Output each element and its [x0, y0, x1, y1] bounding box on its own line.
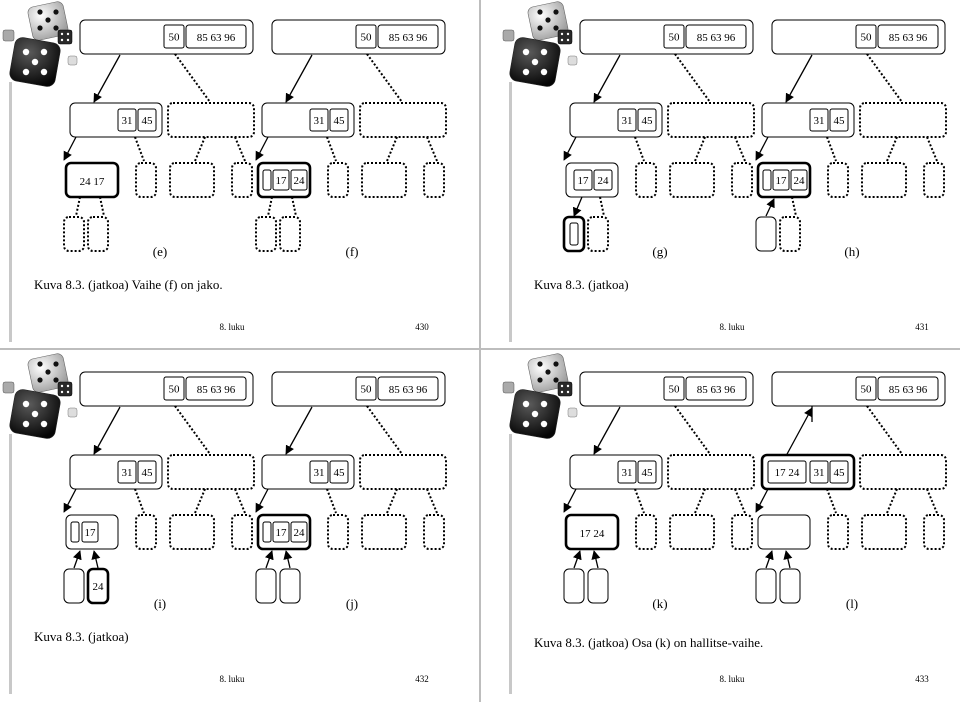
- level3-side-node: [136, 515, 156, 549]
- level3-slot-b-value: 24: [293, 527, 305, 539]
- figure-caption: Kuva 8.3. (jatkoa) Vaihe (f) on jako.: [34, 277, 223, 292]
- edge-l2-down: [94, 55, 120, 102]
- level2-slot-c-value: 45: [833, 467, 845, 479]
- edge-l2-down: [286, 55, 312, 102]
- margin-bar: [9, 82, 12, 342]
- level4-right: [780, 217, 800, 251]
- root-slot-rest-value: 85 63 96: [196, 32, 236, 44]
- level3-side-node: [136, 163, 156, 197]
- level4-right: [588, 217, 608, 251]
- level2-slot-b-value: 45: [333, 467, 345, 479]
- edge-l2-down: [94, 407, 120, 454]
- level3-right-node: [862, 515, 906, 549]
- edge-root-right: [175, 54, 210, 102]
- edge-l3-left: [564, 137, 576, 160]
- die-pip: [23, 401, 29, 407]
- level3-right-side: [924, 163, 944, 197]
- die-pip: [537, 377, 542, 382]
- level3-right-node: [362, 163, 406, 197]
- edge-r3-right: [427, 137, 437, 161]
- level3-side-node: [328, 515, 348, 549]
- die-pip: [45, 17, 50, 22]
- die-pip: [567, 385, 569, 387]
- level3-slot-empty: [263, 170, 271, 190]
- die-pip: [532, 411, 538, 417]
- tiny-die: [503, 382, 514, 393]
- diagram-label-left: (i): [153, 596, 167, 611]
- level3-slot-a-value: 17: [775, 175, 787, 187]
- edge-l3-right: [635, 489, 644, 513]
- level2-right-node: [168, 103, 254, 137]
- edge-l3-left: [64, 137, 76, 160]
- die-pip: [67, 385, 69, 387]
- die-pip: [41, 401, 47, 407]
- root-slot-rest-value: 85 63 96: [888, 384, 928, 396]
- edge-root-right: [867, 406, 902, 454]
- die-pip: [67, 39, 69, 41]
- slide-431: [503, 1, 946, 342]
- edge-l3-right: [327, 137, 336, 161]
- level2-slot-a-value: 31: [121, 115, 133, 127]
- edge-l3-left: [256, 137, 268, 160]
- level2-slot-b-value: 31: [813, 467, 825, 479]
- tiny-die: [3, 30, 14, 41]
- edge-l3-right: [635, 137, 644, 161]
- die-pip: [553, 9, 558, 14]
- diagram-label-right: (f): [345, 244, 359, 259]
- die-pip: [541, 401, 547, 407]
- level3-side-node: [828, 163, 848, 197]
- level3-slot-a-value: 17: [275, 527, 287, 539]
- level3-right-side: [424, 515, 444, 549]
- edge-l4-left: [268, 197, 272, 216]
- edge-root-right: [175, 406, 210, 454]
- footer-chapter: 8. luku: [219, 674, 245, 684]
- edge-l4-right: [594, 551, 598, 568]
- die-pip: [537, 361, 542, 366]
- slide-430: [3, 1, 446, 342]
- die-pip: [545, 369, 550, 374]
- level3-slot-b-value: 24: [293, 175, 305, 187]
- tree-diagram-right: [756, 20, 946, 251]
- edge-l2-down: [594, 407, 620, 454]
- edge-l3-right: [135, 137, 144, 161]
- level4-left: [64, 569, 84, 603]
- level3-right-node: [862, 163, 906, 197]
- die-pip: [553, 377, 558, 382]
- die-pip: [45, 369, 50, 374]
- edge-l4-left: [766, 551, 772, 568]
- edge-r3-right: [927, 137, 937, 161]
- level3-side-node: [636, 515, 656, 549]
- footer-page-number: 432: [415, 674, 429, 684]
- diagram-label-left: (e): [152, 244, 168, 259]
- level4-left: [756, 569, 776, 603]
- level2-slot-a-value: 31: [121, 467, 133, 479]
- figure-caption: Kuva 8.3. (jatkoa) Osa (k) on hallitse-vaihe.: [534, 635, 764, 650]
- level4-right: [280, 217, 300, 251]
- die-pip: [53, 377, 58, 382]
- diagram-label-right: (j): [345, 596, 359, 611]
- level3-node: [758, 515, 810, 549]
- small-die: [558, 30, 572, 44]
- die-pip: [523, 421, 529, 427]
- edge-r3-left: [195, 137, 205, 161]
- die-pip: [537, 25, 542, 30]
- level4-left: [256, 217, 276, 251]
- level3-slot-a-value: 17: [577, 175, 589, 187]
- level3-right-node: [170, 163, 214, 197]
- die-pip: [541, 49, 547, 55]
- die-pip: [37, 377, 42, 382]
- die-pip: [53, 9, 58, 14]
- level3-side-node: [828, 515, 848, 549]
- tree-diagram-right: [256, 372, 446, 603]
- footer-chapter: 8. luku: [719, 322, 745, 332]
- level2-slot-b-value: 45: [833, 115, 845, 127]
- slide-433: [503, 353, 946, 694]
- root-slot-rest-value: 85 63 96: [388, 32, 428, 44]
- edge-root-right: [367, 54, 402, 102]
- die-pip: [67, 33, 69, 35]
- die-pip: [553, 25, 558, 30]
- edge-r3-left: [195, 489, 205, 513]
- tree-diagram-left: [64, 20, 254, 251]
- tiny-die: [568, 408, 577, 417]
- edge-r3-right: [735, 137, 745, 161]
- tiny-die: [68, 56, 77, 65]
- level2-slot-a-value: 31: [313, 467, 325, 479]
- edge-r3-left: [887, 137, 897, 161]
- edge-l4-left: [766, 199, 774, 216]
- edge-l4-left: [574, 551, 580, 568]
- footer-chapter: 8. luku: [219, 322, 245, 332]
- edge-r3-left: [695, 137, 705, 161]
- margin-bar: [9, 434, 12, 694]
- level3-right-side: [732, 515, 752, 549]
- level2-slot-b-value: 45: [641, 115, 653, 127]
- edge-l3-left: [756, 489, 768, 512]
- edge-l4-right: [94, 551, 98, 568]
- edge-r3-right: [927, 489, 937, 513]
- edge-l3-right: [827, 489, 836, 513]
- edge-l4-right: [292, 197, 296, 216]
- level2-slot-a-value: 31: [621, 467, 633, 479]
- level4-right: [780, 569, 800, 603]
- die-pip: [523, 401, 529, 407]
- level3-slot-empty: [71, 522, 79, 542]
- die-pip: [567, 391, 569, 393]
- die-pip: [23, 69, 29, 75]
- slide-432: [3, 353, 446, 694]
- edge-l3-right: [135, 489, 144, 513]
- diagram-label-left: (k): [652, 596, 668, 611]
- root-slot-first-value: 50: [168, 31, 180, 44]
- tree-diagram-left: [564, 372, 754, 603]
- die-pip: [61, 39, 63, 41]
- level3-node-value: 24 17: [79, 176, 105, 188]
- die-pip: [532, 59, 538, 65]
- level3-right-side: [232, 163, 252, 197]
- edge-l3-left: [256, 489, 268, 512]
- edge-l3-right: [327, 489, 336, 513]
- tree-diagram-left: [64, 372, 254, 603]
- die-pip: [32, 59, 38, 65]
- die-pip: [523, 49, 529, 55]
- figure-caption: Kuva 8.3. (jatkoa): [34, 629, 129, 644]
- level2-right-node: [360, 103, 446, 137]
- tree-diagram-right: [256, 20, 446, 251]
- root-slot-rest-value: 85 63 96: [388, 384, 428, 396]
- edge-r3-right: [427, 489, 437, 513]
- level3-right-node: [170, 515, 214, 549]
- tiny-die: [3, 382, 14, 393]
- tiny-die: [503, 30, 514, 41]
- die-pip: [567, 33, 569, 35]
- level2-slot-a-value: 31: [813, 115, 825, 127]
- footer-page-number: 433: [915, 674, 929, 684]
- die-pip: [23, 421, 29, 427]
- edge-r3-right: [235, 489, 245, 513]
- level4-right: [588, 569, 608, 603]
- tiny-die: [568, 56, 577, 65]
- root-slot-rest-value: 85 63 96: [888, 32, 928, 44]
- die-pip: [41, 421, 47, 427]
- edge-l3-left: [64, 489, 76, 512]
- root-slot-first-value: 50: [360, 31, 372, 44]
- edge-l4-right: [286, 551, 290, 568]
- root-slot-first-value: 50: [860, 31, 872, 44]
- die-pip: [53, 25, 58, 30]
- footer-page-number: 431: [915, 322, 929, 332]
- edge-l4-left: [76, 197, 80, 216]
- edge-r3-left: [387, 137, 397, 161]
- level2-right-node: [168, 455, 254, 489]
- edge-l3-right: [827, 137, 836, 161]
- level2-slot-b-value: 45: [141, 467, 153, 479]
- level3-right-side: [732, 163, 752, 197]
- level4-left: [64, 217, 84, 251]
- edge-l4-right: [100, 197, 104, 216]
- edge-l4-right: [786, 551, 790, 568]
- edge-l4-right: [600, 197, 604, 216]
- die-pip: [553, 361, 558, 366]
- footer-chapter: 8. luku: [719, 674, 745, 684]
- die-pip: [37, 25, 42, 30]
- tree-diagram-left: [564, 20, 754, 251]
- root-slot-first-value: 50: [360, 383, 372, 396]
- root-slot-rest-value: 85 63 96: [196, 384, 236, 396]
- level3-slot-b-value: 24: [597, 175, 609, 187]
- level2-right-node: [860, 103, 946, 137]
- edge-r3-left: [887, 489, 897, 513]
- die-pip: [561, 39, 563, 41]
- level4-right: [88, 217, 108, 251]
- edge-r3-right: [235, 137, 245, 161]
- level4-right: [280, 569, 300, 603]
- level2-slot-b-value: 45: [641, 467, 653, 479]
- level3-slot-empty: [263, 522, 271, 542]
- root-slot-first-value: 50: [668, 383, 680, 396]
- level3-slot-a-value: 17: [84, 527, 96, 539]
- level3-side-node: [636, 163, 656, 197]
- die-pip: [523, 69, 529, 75]
- figure-caption: Kuva 8.3. (jatkoa): [534, 277, 629, 292]
- edge-l2-up: [786, 408, 812, 456]
- margin-bar: [509, 434, 512, 694]
- horizontal-separator: [0, 348, 960, 350]
- die-pip: [37, 9, 42, 14]
- root-slot-rest-value: 85 63 96: [696, 32, 736, 44]
- level3-slot-a-value: 17: [275, 175, 287, 187]
- level2-right-node: [668, 103, 754, 137]
- die-pip: [41, 69, 47, 75]
- diagram-label-right: (h): [844, 244, 860, 259]
- level4-right-value: 24: [92, 581, 104, 593]
- level3-side-node: [328, 163, 348, 197]
- edge-l3-left: [564, 489, 576, 512]
- die-pip: [541, 69, 547, 75]
- level4-left: [564, 569, 584, 603]
- small-die: [58, 382, 72, 396]
- die-pip: [61, 33, 63, 35]
- edge-l4-left: [266, 551, 272, 568]
- level3-right-side: [232, 515, 252, 549]
- small-die: [558, 382, 572, 396]
- die-pip: [32, 411, 38, 417]
- footer-page-number: 430: [415, 322, 429, 332]
- edge-r3-left: [387, 489, 397, 513]
- level2-slot-a-value: 31: [621, 115, 633, 127]
- edge-root-right: [367, 406, 402, 454]
- die-pip: [541, 421, 547, 427]
- level2-right-node: [668, 455, 754, 489]
- die-pip: [545, 17, 550, 22]
- die-pip: [67, 391, 69, 393]
- level2-slot-a-value: 31: [313, 115, 325, 127]
- level2-slot-b-value: 45: [141, 115, 153, 127]
- root-slot-first-value: 50: [168, 383, 180, 396]
- die-pip: [41, 49, 47, 55]
- level3-right-node: [670, 163, 714, 197]
- edge-root-right: [675, 406, 710, 454]
- edge-root-right: [675, 54, 710, 102]
- level3-right-side: [424, 163, 444, 197]
- level3-right-node: [362, 515, 406, 549]
- level2-slot-b-value: 45: [333, 115, 345, 127]
- root-slot-first-value: 50: [668, 31, 680, 44]
- level4-slot-empty: [570, 223, 578, 245]
- die-pip: [37, 361, 42, 366]
- root-slot-rest-value: 85 63 96: [696, 384, 736, 396]
- level3-slot-b-value: 24: [793, 175, 805, 187]
- edge-l4-left: [574, 197, 582, 216]
- die-pip: [61, 391, 63, 393]
- vertical-separator: [479, 0, 481, 702]
- die-pip: [561, 391, 563, 393]
- level3-node-value: 17 24: [579, 528, 605, 540]
- margin-bar: [509, 82, 512, 342]
- edge-l2-down: [286, 407, 312, 454]
- level2-right-node: [860, 455, 946, 489]
- die-pip: [23, 49, 29, 55]
- edge-l4-left: [74, 551, 80, 568]
- level2-right-node: [360, 455, 446, 489]
- edge-r3-left: [695, 489, 705, 513]
- level4-left: [256, 569, 276, 603]
- level3-slot-empty: [763, 170, 771, 190]
- edge-l2-down: [786, 55, 812, 102]
- diagram-label-left: (g): [652, 244, 668, 259]
- die-pip: [61, 385, 63, 387]
- die-pip: [537, 9, 542, 14]
- tree-diagram-right: [756, 372, 946, 603]
- small-die: [58, 30, 72, 44]
- die-pip: [567, 39, 569, 41]
- die-pip: [561, 33, 563, 35]
- level2-slot-a-value: 17 24: [774, 467, 800, 479]
- edge-l4-right: [792, 197, 796, 216]
- edge-root-right: [867, 54, 902, 102]
- level3-right-node: [670, 515, 714, 549]
- die-pip: [561, 385, 563, 387]
- level3-right-side: [924, 515, 944, 549]
- edge-l3-left: [756, 137, 768, 160]
- edge-l2-down: [594, 55, 620, 102]
- root-slot-first-value: 50: [860, 383, 872, 396]
- edge-r3-right: [735, 489, 745, 513]
- die-pip: [53, 361, 58, 366]
- level4-left: [756, 217, 776, 251]
- tiny-die: [68, 408, 77, 417]
- diagram-label-right: (l): [845, 596, 859, 611]
